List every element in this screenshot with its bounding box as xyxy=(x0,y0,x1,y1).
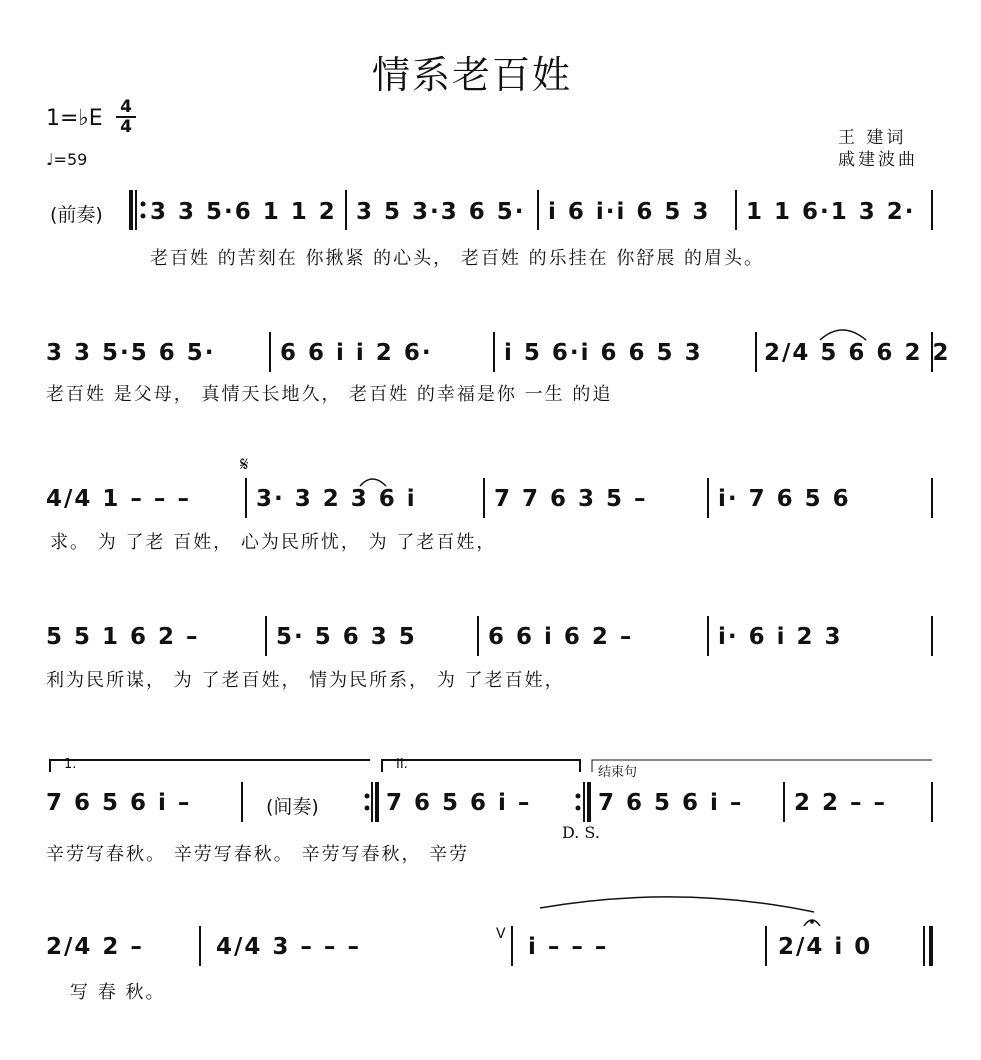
breath-mark: V xyxy=(496,926,506,942)
volta-1-bracket xyxy=(50,760,370,772)
lyrics-line: 辛劳写春秋。 辛劳写春秋。 辛劳写春秋， 辛劳 xyxy=(46,844,470,865)
lyrics-line: 写 春 秋。 xyxy=(70,982,166,1003)
dal-segno-mark: D. S. xyxy=(562,823,600,842)
repeat-dot xyxy=(576,806,581,811)
measure: 3· 3 2 3 6 i xyxy=(256,486,417,512)
measure: 5· 5 6 3 5 xyxy=(276,624,417,650)
measure: 3 3 5·6 1 1 2 xyxy=(150,199,337,225)
measure: 2/4 2 – xyxy=(46,934,144,960)
prelude-label: (前奏) xyxy=(50,204,103,226)
tie-slur xyxy=(540,897,814,912)
volta-1-label: 1. xyxy=(64,757,77,772)
repeat-dot xyxy=(576,794,581,799)
volta-2-bracket xyxy=(382,760,580,772)
slur xyxy=(820,330,866,340)
interlude-label: (间奏) xyxy=(266,796,319,818)
measure: 2/4 5 6 6 2 2 xyxy=(764,340,951,366)
time-sig-den: 4 xyxy=(120,117,132,137)
ending-bracket xyxy=(592,760,932,772)
measure: 6 6 i i 2 6· xyxy=(280,340,433,366)
measure: 1 1 6·1 3 2· xyxy=(746,199,916,225)
tempo-marking: ♩=59 xyxy=(46,150,88,169)
lyrics-line: 利为民所谋， 为 了老百姓， 情为民所系， 为 了老百姓， xyxy=(46,670,565,691)
repeat-dot xyxy=(141,202,146,207)
measure: 3 3 5·5 6 5· xyxy=(46,340,216,366)
measure: 2 2 – – xyxy=(794,790,888,816)
measure: 4/4 1 – – – xyxy=(46,486,191,512)
measure: 7 6 5 6 i – xyxy=(46,790,192,816)
segno-sign: 𝄋 xyxy=(240,452,249,476)
measure: i· 7 6 5 6 xyxy=(718,486,851,512)
lyrics-line: 老百姓 是父母， 真情天长地久， 老百姓 的幸福是你 一生 的追 xyxy=(46,384,613,405)
lyrics-line: 老百姓 的苦刻在 你揪紧 的心头， 老百姓 的乐挂在 你舒展 的眉头。 xyxy=(150,248,765,269)
repeat-dot xyxy=(365,794,370,799)
lyricist-credit: 王 建词 xyxy=(838,128,907,148)
measure: 5 5 1 6 2 – xyxy=(46,624,200,650)
measure: 4/4 3 – – – xyxy=(216,934,361,960)
ending-label: 结束句 xyxy=(598,765,638,780)
measure: i 6 i·i 6 5 3 xyxy=(548,199,711,225)
measure: 2/4 i 0 xyxy=(778,934,873,960)
composer-credit: 戚建波曲 xyxy=(838,150,918,170)
fermata-dot xyxy=(810,920,814,924)
song-title: 情系老百姓 xyxy=(372,53,573,97)
measure: 3 5 3·3 6 5· xyxy=(356,199,526,225)
time-sig-num: 4 xyxy=(120,97,132,117)
measure: 7 7 6 3 5 – xyxy=(494,486,648,512)
measure: 7 6 5 6 i – xyxy=(386,790,532,816)
repeat-dot xyxy=(141,214,146,219)
measure: i – – – xyxy=(528,934,609,960)
measure: i 5 6·i 6 6 5 3 xyxy=(504,340,703,366)
slur xyxy=(360,479,386,486)
measure: i· 6 i 2 3 xyxy=(718,624,843,650)
measure: 7 6 5 6 i – xyxy=(598,790,744,816)
measure: 6 6 i 6 2 – xyxy=(488,624,634,650)
lyrics-line: 求。 为 了老 百姓， 心为民所忧， 为 了老百姓， xyxy=(50,532,497,553)
repeat-dot xyxy=(365,806,370,811)
volta-2-label: II. xyxy=(396,757,408,772)
key-signature: 1=♭E xyxy=(46,106,103,131)
